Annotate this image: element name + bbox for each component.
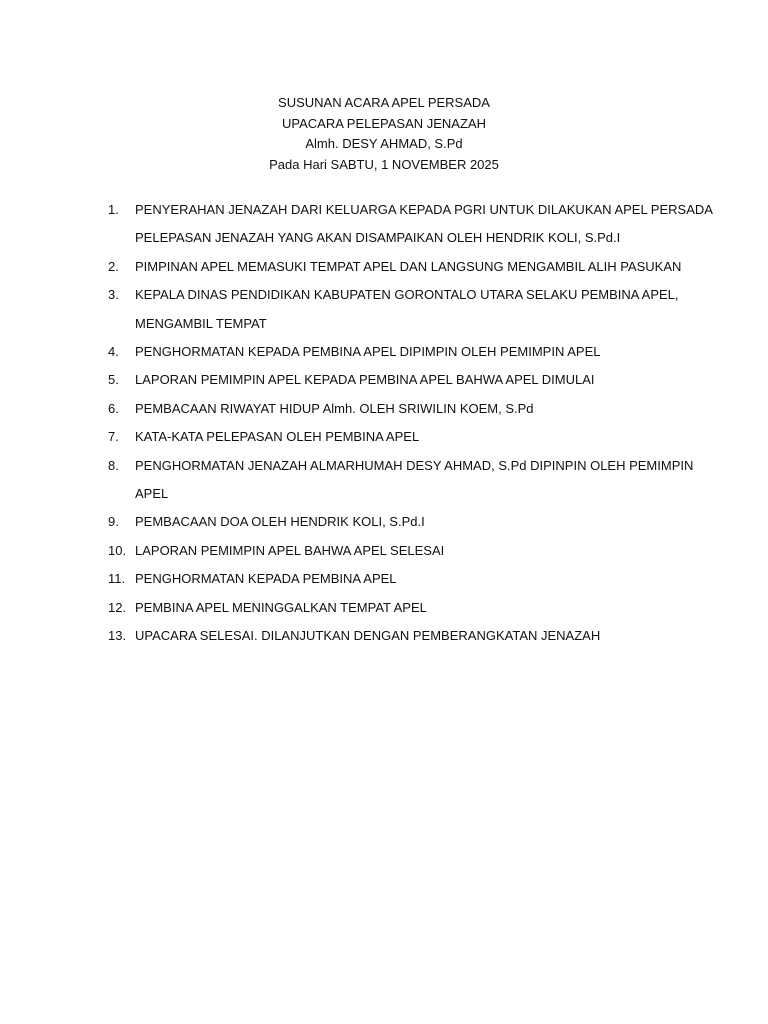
- agenda-item-text: PENYERAHAN JENAZAH DARI KELUARGA KEPADA PGRI UNTUK DILAKUKAN APEL PERSADA PELEPASAN JENAZAH YANG AKAN DISAMPAIKAN OLEH HENDRIK KOLI, S.Pd.I: [135, 202, 713, 246]
- agenda-item: [0, 338, 768, 366]
- agenda-item: [0, 253, 768, 281]
- header-subtitle: UPACARA PELEPASAN JENAZAH: [282, 115, 486, 131]
- agenda-item-number: 3.: [108, 287, 119, 303]
- agenda-item-text: PENGHORMATAN KEPADA PEMBINA APEL: [135, 571, 397, 587]
- agenda-list: [0, 196, 768, 651]
- agenda-item-text: PIMPINAN APEL MEMASUKI TEMPAT APEL DAN LANGSUNG MENGAMBIL ALIH PASUKAN: [135, 258, 682, 274]
- agenda-item: [0, 508, 768, 536]
- agenda-item-number: 2.: [108, 258, 119, 274]
- agenda-item-number: 1.: [108, 202, 119, 217]
- agenda-item-number: 13.: [108, 628, 127, 644]
- agenda-item-text: PEMBACAAN DOA OLEH HENDRIK KOLI, S.Pd.I: [135, 514, 425, 530]
- agenda-item-text: LAPORAN PEMIMPIN APEL KEPADA PEMBINA APEL BAHWA APEL DIMULAI: [135, 372, 595, 388]
- agenda-item: [0, 565, 768, 593]
- agenda-item: [0, 537, 768, 565]
- agenda-item-number: 12.: [108, 599, 127, 615]
- header-deceased-name: Almh. DESY AHMAD, S.Pd: [305, 136, 463, 151]
- document-header: [0, 93, 768, 175]
- agenda-item: [0, 423, 768, 451]
- agenda-item-text: PEMBACAAN RIWAYAT HIDUP Almh. OLEH SRIWILIN KOEM, S.Pd: [135, 400, 534, 416]
- header-date: Pada Hari SABTU, 1 NOVEMBER 2025: [269, 156, 499, 172]
- agenda-item: [0, 281, 768, 338]
- agenda-item-number: 8.: [108, 457, 119, 473]
- agenda-item-text: LAPORAN PEMIMPIN APEL BAHWA APEL SELESAI: [135, 542, 445, 558]
- agenda-item-text: PENGHORMATAN JENAZAH ALMARHUMAH DESY AHMAD, S.Pd DIPINPIN OLEH PEMIMPIN APEL: [135, 457, 694, 502]
- agenda-item-number: 9.: [108, 514, 119, 530]
- agenda-item-text: KATA-KATA PELEPASAN OLEH PEMBINA APEL: [135, 429, 420, 445]
- agenda-item-text: PENGHORMATAN KEPADA PEMBINA APEL DIPIMPIN OLEH PEMIMPIN APEL: [135, 344, 601, 360]
- agenda-item-text: UPACARA SELESAI. DILANJUTKAN DENGAN PEMBERANGKATAN JENAZAH: [135, 628, 601, 644]
- agenda-item: [0, 622, 768, 650]
- agenda-item: [0, 366, 768, 394]
- agenda-item: [0, 452, 768, 509]
- agenda-item-text: PEMBINA APEL MENINGGALKAN TEMPAT APEL: [135, 599, 427, 615]
- agenda-item-text: KEPALA DINAS PENDIDIKAN KABUPATEN GORONTALO UTARA SELAKU PEMBINA APEL, MENGAMBIL TEMPAT: [135, 287, 679, 331]
- agenda-item-number: 4.: [108, 344, 119, 360]
- agenda-item-number: 11.: [108, 571, 126, 587]
- agenda-item-number: 5.: [108, 372, 119, 388]
- agenda-item-number: 6.: [108, 400, 119, 416]
- agenda-item: [0, 395, 768, 423]
- agenda-item-number: 7.: [108, 429, 119, 445]
- agenda-item-number: 10.: [108, 542, 127, 558]
- agenda-item: [0, 196, 768, 253]
- agenda-item: [0, 594, 768, 622]
- header-title: SUSUNAN ACARA APEL PERSADA: [278, 95, 490, 110]
